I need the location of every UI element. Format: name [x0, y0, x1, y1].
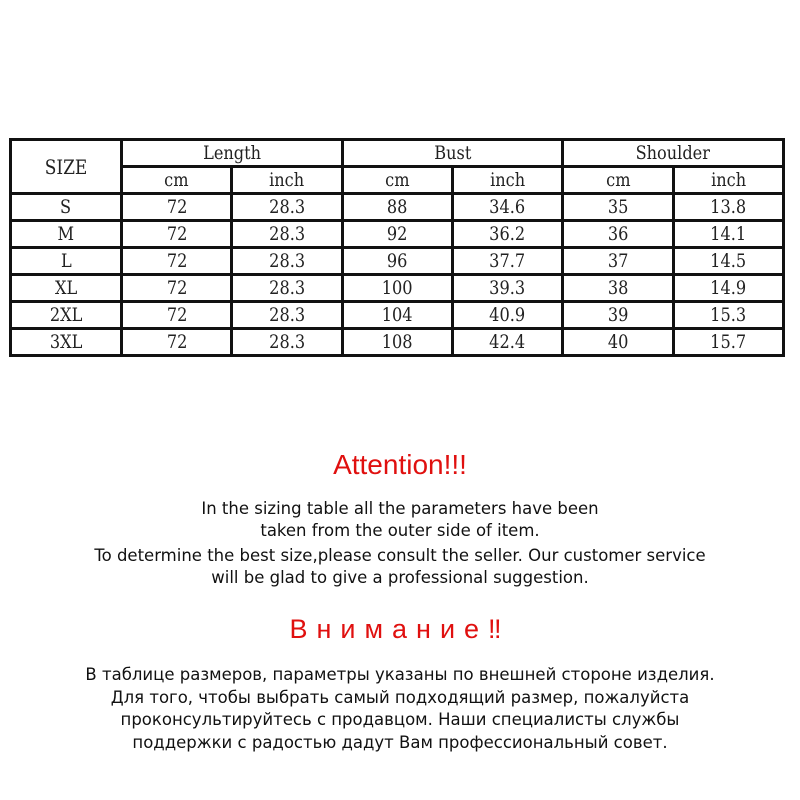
cell-text: M [57, 223, 75, 245]
cell-text: 14.1 [710, 223, 747, 245]
cell-text: 72 [166, 250, 187, 272]
cell-text: 37.7 [489, 250, 526, 272]
group-header-shoulder [563, 140, 784, 167]
group-label: Shoulder [635, 142, 711, 164]
cell-text: 28.3 [269, 250, 305, 272]
cell-text: 35 [607, 196, 629, 218]
russian-line: Для того, чтобы выбрать самый подходящий размер, пожалуйста [110, 687, 690, 707]
unit-header [563, 167, 673, 194]
attention-title: Attention!!! [333, 449, 467, 480]
value-cell [563, 194, 673, 221]
cell-text: 36 [607, 223, 629, 245]
value-cell [673, 329, 783, 356]
value-cell [122, 194, 232, 221]
cell-text: 15.7 [710, 331, 747, 353]
unit-header [232, 167, 342, 194]
cell-text: 2XL [49, 304, 83, 326]
table-row [11, 194, 784, 221]
group-header-length [122, 140, 343, 167]
russian-line: поддержки с радостью дадут Вам профессиональный совет. [132, 732, 668, 752]
value-cell [563, 329, 673, 356]
cell-text: 28.3 [269, 277, 305, 299]
size-header-text: SIZE [44, 154, 88, 179]
value-cell [673, 194, 783, 221]
cell-text: 28.3 [269, 196, 305, 218]
group-label: Bust [433, 142, 472, 164]
value-cell [342, 302, 452, 329]
cell-text: 96 [387, 250, 408, 272]
value-cell [563, 221, 673, 248]
value-cell [452, 275, 562, 302]
unit-label: cm [605, 169, 631, 191]
cell-text: 28.3 [269, 331, 305, 353]
attention-line: To determine the best size,please consult the seller. Our customer service [94, 546, 706, 565]
value-cell [673, 275, 783, 302]
cell-text: 88 [387, 196, 408, 218]
unit-header [673, 167, 783, 194]
cell-text: 14.5 [710, 250, 747, 272]
unit-label: inch [710, 169, 746, 191]
size-cell [11, 221, 122, 248]
cell-text: 72 [166, 304, 187, 326]
russian-notice [0, 664, 800, 754]
cell-text: 40.9 [489, 304, 526, 326]
table-row [11, 248, 784, 275]
value-cell [342, 329, 452, 356]
cell-text: 72 [166, 277, 187, 299]
table-row [11, 275, 784, 302]
cell-text: 28.3 [269, 304, 305, 326]
cell-text: XL [54, 277, 78, 299]
value-cell [452, 248, 562, 275]
cell-text: 42.4 [489, 331, 526, 353]
cell-text: 39.3 [489, 277, 526, 299]
value-cell [673, 221, 783, 248]
value-cell [342, 275, 452, 302]
cell-text: 72 [166, 331, 187, 353]
value-cell [342, 248, 452, 275]
russian-line: В таблице размеров, параметры указаны по внешней стороне изделия. [85, 665, 715, 684]
value-cell [232, 248, 342, 275]
cell-text: 34.6 [489, 196, 526, 218]
table-row [11, 329, 784, 356]
cell-text: 100 [381, 277, 413, 299]
cell-text: 104 [381, 304, 413, 326]
table-row [11, 221, 784, 248]
value-cell [122, 329, 232, 356]
cell-text: 38 [607, 277, 629, 299]
table-header-row [11, 140, 784, 167]
value-cell [452, 194, 562, 221]
group-label: Length [202, 142, 261, 164]
value-cell [452, 302, 562, 329]
value-cell [563, 248, 673, 275]
cell-text: 3XL [49, 331, 83, 353]
value-cell [563, 275, 673, 302]
cell-text: 37 [607, 250, 629, 272]
value-cell [232, 194, 342, 221]
size-cell [11, 275, 122, 302]
value-cell [122, 275, 232, 302]
unit-header-row [11, 167, 784, 194]
size-chart-table [9, 138, 785, 357]
value-cell [452, 329, 562, 356]
value-cell [342, 194, 452, 221]
cell-text: 28.3 [269, 223, 305, 245]
value-cell [673, 248, 783, 275]
cell-text: 92 [387, 223, 408, 245]
unit-label: cm [164, 169, 189, 191]
cell-text: 14.9 [710, 277, 747, 299]
cell-text: 72 [166, 223, 187, 245]
cell-text: 36.2 [489, 223, 526, 245]
value-cell [563, 302, 673, 329]
cell-text: 72 [166, 196, 187, 218]
size-cell [11, 248, 122, 275]
russian-attention-title: Внимание‼ [289, 614, 511, 644]
attention-line: will be glad to give a professional suggestion. [211, 568, 589, 587]
cell-text: 13.8 [710, 196, 747, 218]
cell-text: 39 [607, 304, 629, 326]
cell-text: 108 [381, 331, 413, 353]
attention-line: In the sizing table all the parameters have been [201, 499, 599, 518]
cell-text: 40 [607, 331, 629, 353]
value-cell [452, 221, 562, 248]
value-cell [122, 248, 232, 275]
unit-header [122, 167, 232, 194]
group-header-bust [342, 140, 563, 167]
cell-text: L [60, 250, 72, 272]
value-cell [232, 302, 342, 329]
unit-label: inch [269, 169, 305, 191]
size-header [11, 140, 122, 194]
value-cell [232, 329, 342, 356]
unit-header [342, 167, 452, 194]
russian-line: проконсультируйтесь с продавцом. Наши специалисты службы [120, 710, 680, 729]
cell-text: S [60, 196, 72, 218]
table-row [11, 302, 784, 329]
attention-line: taken from the outer side of item. [260, 521, 540, 540]
size-cell [11, 194, 122, 221]
unit-label: inch [490, 169, 526, 191]
value-cell [232, 221, 342, 248]
unit-label: cm [385, 169, 410, 191]
value-cell [342, 221, 452, 248]
unit-header [452, 167, 562, 194]
value-cell [122, 302, 232, 329]
cell-text: 15.3 [710, 304, 747, 326]
value-cell [673, 302, 783, 329]
size-cell [11, 302, 122, 329]
size-cell [11, 329, 122, 356]
value-cell [122, 221, 232, 248]
value-cell [232, 275, 342, 302]
